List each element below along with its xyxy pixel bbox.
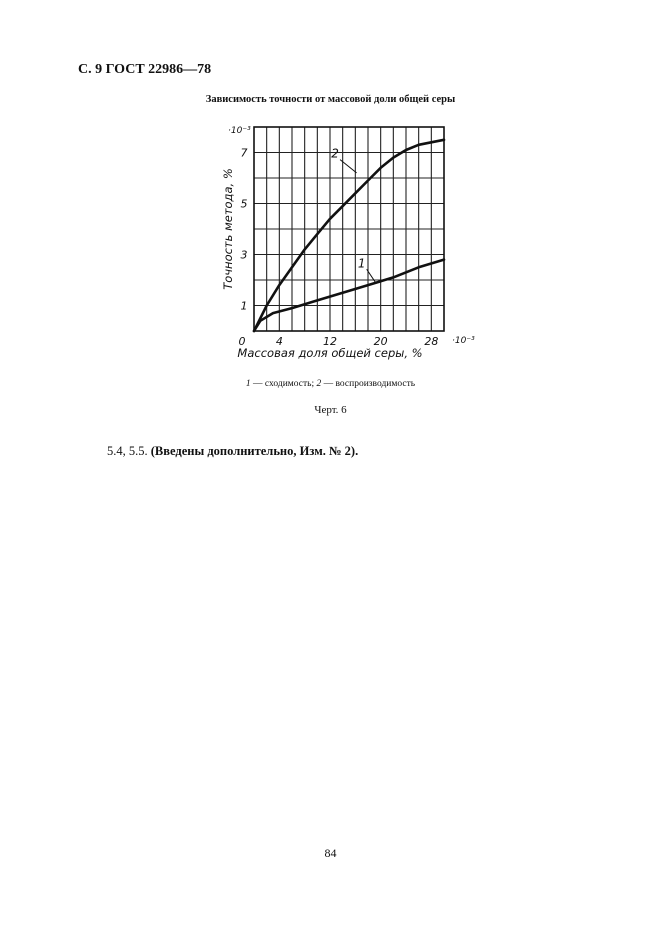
chart-series: [254, 140, 444, 331]
x-tick-label: 20: [373, 335, 388, 348]
document-header: С. 9 ГОСТ 22986—78: [78, 62, 212, 77]
legend-item-2-number: 2: [316, 379, 322, 389]
page-number: 84: [324, 846, 337, 860]
x-axis-label: Массовая доля общей серы, %: [237, 346, 423, 360]
series-label-2: 2: [331, 146, 339, 161]
legend-item-1-text: — сходимость;: [250, 379, 317, 389]
section-text: (Введены дополнительно, Изм. № 2).: [150, 444, 359, 458]
chart-legend: [0, 379, 661, 389]
series-line-1: [254, 260, 444, 331]
section-amendment: [107, 444, 358, 459]
x-tick-label: 12: [323, 335, 337, 348]
x-tick-label: 28: [424, 335, 439, 348]
x-multiplier-label: ·10⁻³: [452, 336, 475, 346]
section-number: 5.4, 5.5.: [107, 444, 148, 458]
series-line-2: [254, 140, 444, 331]
y-tick-label: 3: [240, 248, 248, 262]
chart-ticks: [239, 147, 439, 349]
series-label-1: 1: [357, 256, 366, 271]
chart-grid: [254, 127, 444, 331]
y-tick-label: 5: [240, 197, 248, 211]
y-tick-label: 1: [240, 299, 248, 313]
legend-item-2-text: — воспроизводимость: [321, 379, 416, 389]
y-multiplier-label: ·10⁻³: [228, 126, 251, 136]
x-tick-label: 4: [275, 335, 283, 348]
x-tick-label: 0: [238, 335, 246, 348]
figure-title: Зависимость точности от массовой доли общей серы: [205, 94, 456, 105]
figure-caption: Черт. 6: [314, 404, 347, 416]
accuracy-chart: [0, 0, 661, 380]
legend-item-1-number: 1: [245, 379, 251, 389]
y-axis-label: Точность метода, %: [221, 168, 235, 290]
y-tick-label: 7: [240, 146, 248, 160]
